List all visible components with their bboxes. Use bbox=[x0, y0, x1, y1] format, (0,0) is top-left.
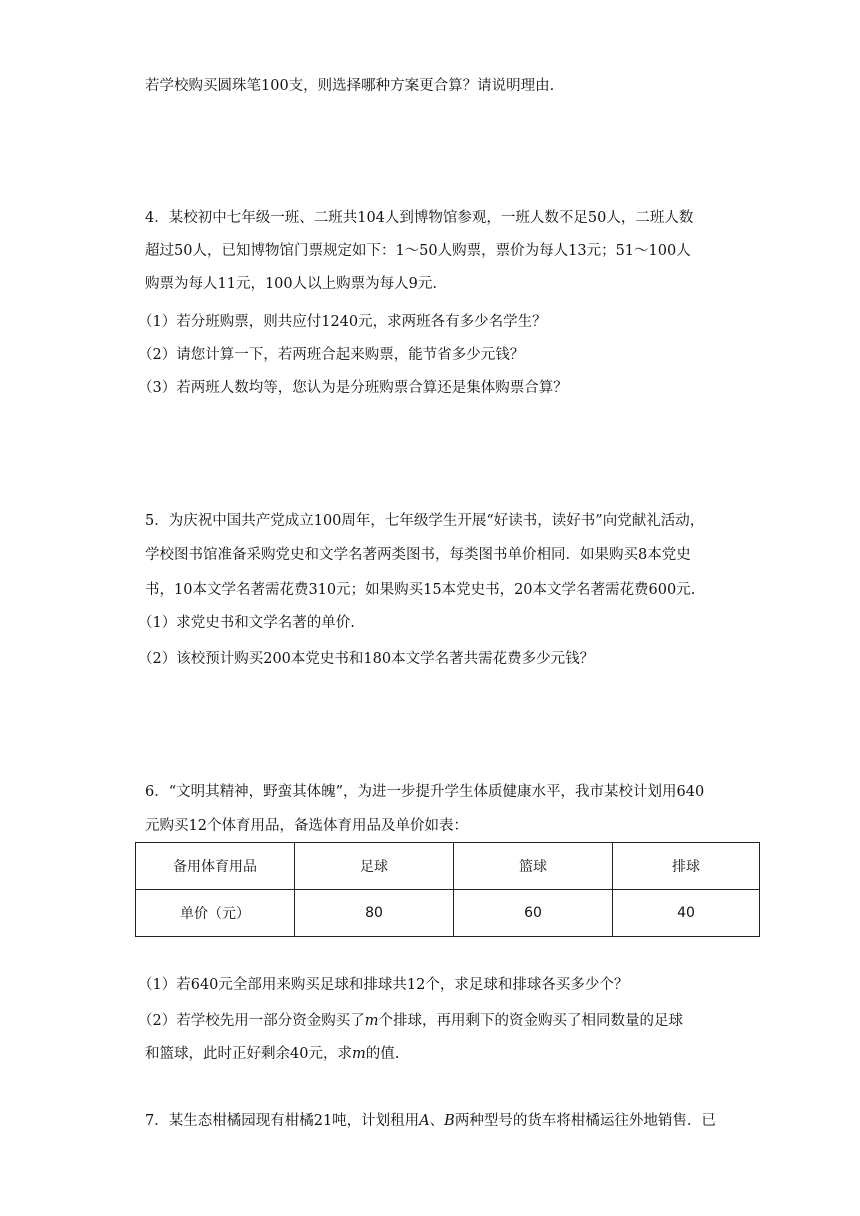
q4-sub-1: （1）若分班购票，则共应付1240元，求两班各有多少名学生？ bbox=[138, 314, 547, 330]
q6-line-1: 6．“文明其精神，野蛮其体魄”，为进一步提升学生体质健康水平，我市某校计划用640 bbox=[145, 784, 705, 800]
table-cell: 备用体育用品 bbox=[136, 843, 295, 890]
q5-line-1: 5．为庆祝中国共产党成立100周年，七年级学生开展“好读书，读好书”向党献礼活动， bbox=[145, 513, 705, 529]
q5-sub-1: （1）求党史书和文学名著的单价. bbox=[138, 615, 355, 631]
q6-sub-2-cont-text-a: 和篮球，此时正好剩余40元，求 bbox=[145, 1046, 352, 1062]
q4-line-1: 4．某校初中七年级一班、二班共104人到博物馆参观，一班人数不足50人，二班人数 bbox=[145, 210, 694, 226]
table-cell: 单价（元） bbox=[136, 890, 295, 937]
variable-a: A bbox=[419, 1113, 430, 1129]
q6-sub-2-text-a: （2）若学校先用一部分资金购买了 bbox=[138, 1013, 365, 1029]
q5-line-3: 书，10本文学名著需花费310元；如果购买15本党史书，20本文学名著需花费600元. bbox=[145, 582, 696, 598]
q6-sub-2 bbox=[138, 1011, 683, 1031]
table-cell: 60 bbox=[454, 890, 613, 937]
q6-line-2: 元购买12个体育用品，备选体育用品及单价如表： bbox=[145, 818, 468, 834]
q5-line-2: 学校图书馆准备采购党史和文学名著两类图书，每类图书单价相同．如果购买8本党史 bbox=[145, 547, 691, 563]
table-cell: 足球 bbox=[295, 843, 454, 890]
q6-sub-2-text-b: 个排球，再用剩下的资金购买了相同数量的足球 bbox=[378, 1013, 683, 1029]
q6-sub-1: （1）若640元全部用来购买足球和排球共12个，求足球和排球各买多少个？ bbox=[138, 977, 629, 993]
table-cell: 40 bbox=[613, 890, 760, 937]
q4-line-3: 购票为每人11元，100人以上购票为每人9元. bbox=[145, 276, 437, 292]
variable-m: m bbox=[351, 1046, 366, 1062]
q7-text-c: 两种型号的货车将柑橘运往外地销售．已 bbox=[454, 1113, 716, 1129]
q4-sub-3: （3）若两班人数均等，您认为是分班购票合算还是集体购票合算？ bbox=[138, 380, 568, 396]
q4-sub-2: （2）请您计算一下，若两班合起来购票，能节省多少元钱？ bbox=[138, 347, 525, 363]
q6-sub-2-cont-text-b: 的值. bbox=[365, 1046, 400, 1062]
table-row bbox=[136, 890, 760, 937]
q7-text-a: 7．某生态柑橘园现有柑橘21吨，计划租用 bbox=[145, 1113, 420, 1129]
table-cell: 排球 bbox=[613, 843, 760, 890]
price-table bbox=[135, 842, 760, 937]
q4-line-2: 超过50人，已知博物馆门票规定如下：1～50人购票，票价为每人13元；51～100人 bbox=[145, 243, 691, 259]
q5-sub-2: （2）该校预计购买200本党史书和180本文学名著共需花费多少元钱？ bbox=[138, 651, 595, 667]
q7-text-sep: 、 bbox=[429, 1113, 445, 1129]
variable-b: B bbox=[444, 1113, 455, 1129]
table-header-row bbox=[136, 843, 760, 890]
variable-m: m bbox=[364, 1013, 379, 1029]
q6-sub-2-cont bbox=[145, 1044, 399, 1064]
question-7 bbox=[145, 1111, 716, 1131]
table-cell: 80 bbox=[295, 890, 454, 937]
question-3-tail: 若学校购买圆珠笔100支，则选择哪种方案更合算？请说明理由. bbox=[145, 78, 555, 94]
table-cell: 篮球 bbox=[454, 843, 613, 890]
